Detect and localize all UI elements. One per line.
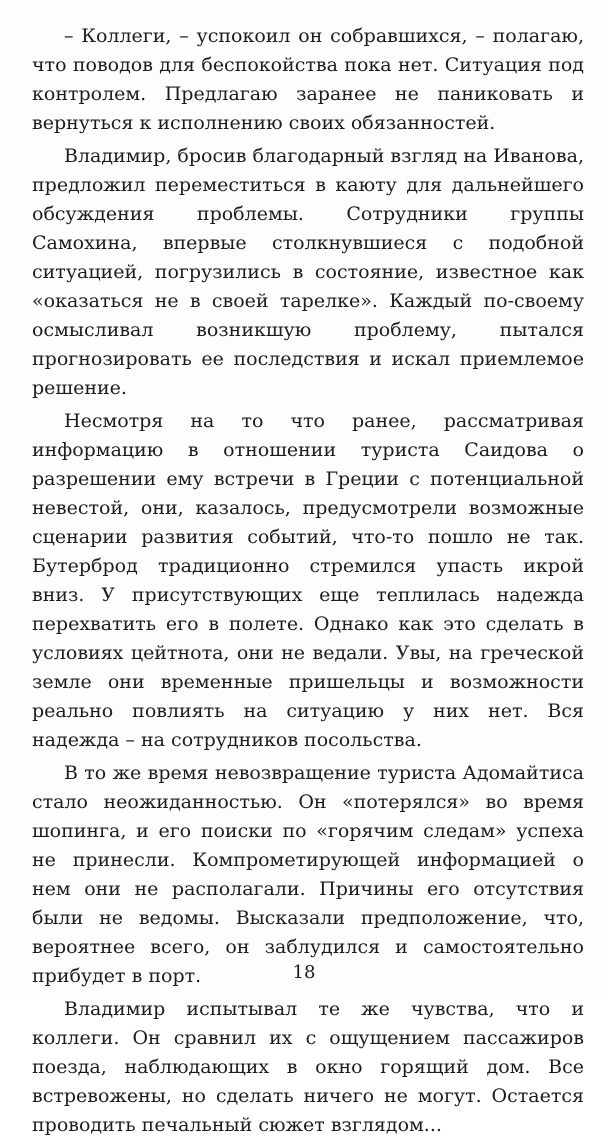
- paragraph-4: В то же время невозвращение туриста Адомайтиса стало неожиданностью. Он «потерялся» во время шопинга, и его поиски по «горячим следам» успеха не принесли. Компрометирующей информацией о нем они не располагали. Причины его отсутствия были не ведомы. Высказали предположение, что, вероятнее всего, он заблудился и самостоятельно прибудет в порт.: [32, 762, 584, 987]
- page-number: 18: [292, 962, 316, 983]
- paragraph-1: – Коллеги, – успокоил он собравшихся, – полагаю, что поводов для беспокойства пока нет. Ситуация под контролем. Предлагаю заранее не паниковать и вернуться к исполнению своих обязанностей.: [32, 25, 584, 134]
- paragraph-3: Несмотря на то что ранее, рассматривая информацию в отношении туриста Саидова о разрешении ему встречи в Греции с потенциальной невестой, они, казалось, предусмотрели возможные сценарии развития событий, что-то пошло не так. Бутерброд традиционно стремился упасть икрой вниз. У присутствующих еще теплилась надежда перехватить его в полете. Однако как это сделать в условиях цейтнота, они не ведали. Увы, на греческой земле они временные пришельцы и возможности реально повлиять на ситуацию у них нет. Вся надежда – на сотрудников посольства.: [32, 410, 584, 751]
- paragraph-2: Владимир, бросив благодарный взгляд на Иванова, предложил переместиться в каюту для дальнейшего обсуждения проблемы. Сотрудники группы Самохина, впервые столкнувшиеся с подобной ситуацией, погрузились в состояние, известное как «оказаться не в своей тарелке». Каждый по-своему осмысливал возникшую проблему, пытался прогнозировать ее последствия и искал приемлемое решение.: [32, 145, 584, 399]
- paragraph-5: Владимир испытывал те же чувства, что и коллеги. Он сравнил их с ощущением пассажиров поезда, наблюдающих в окно горящий дом. Все встревожены, но сделать ничего не могут. Остается проводить печальный сюжет взглядом...: [32, 998, 584, 1136]
